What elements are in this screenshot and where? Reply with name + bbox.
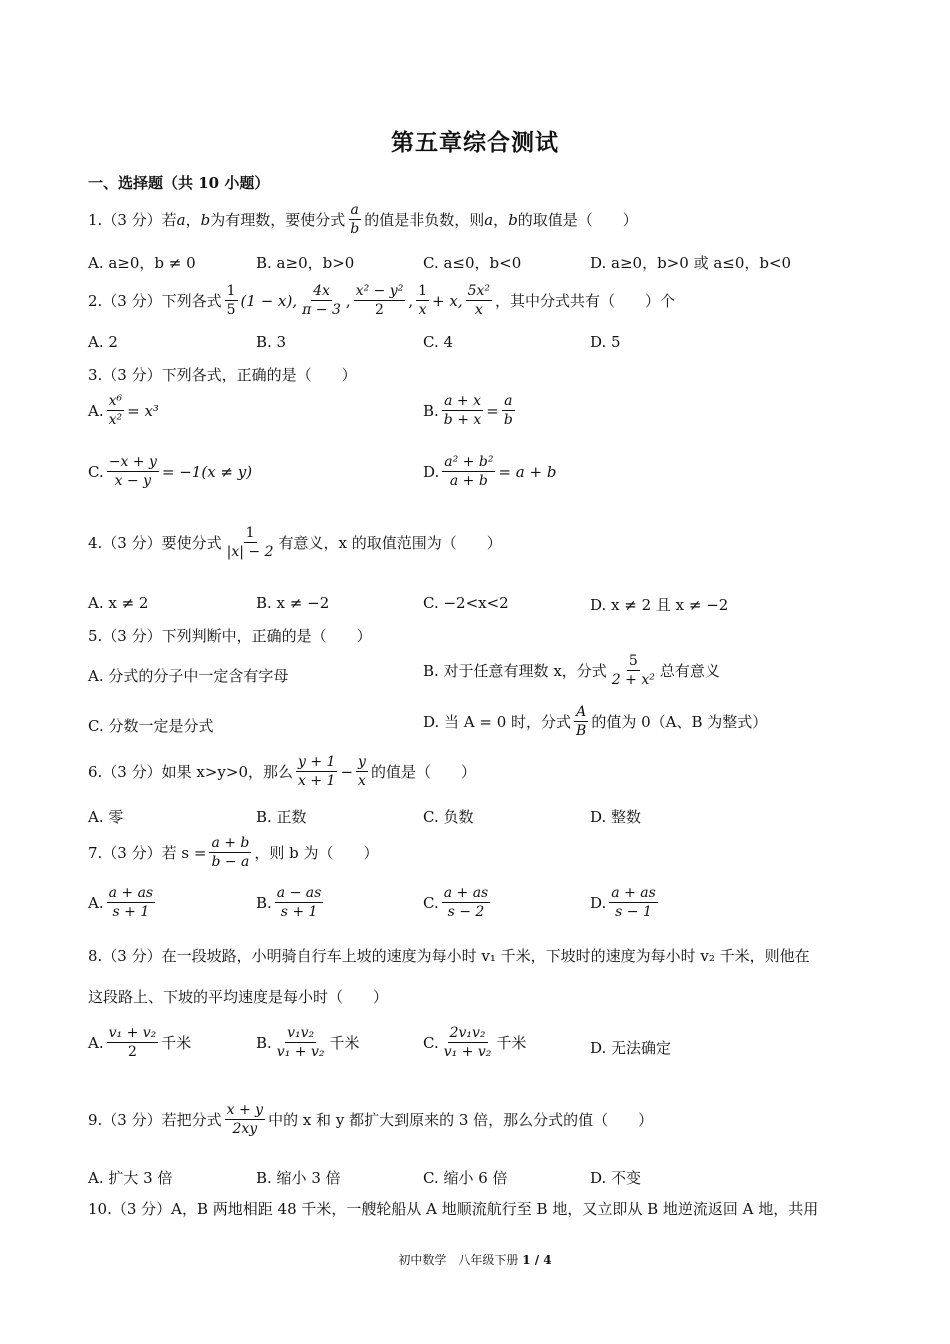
question-10-line-1: 10.（3 分）A，B 两地相距 48 千米，一艘轮船从 A 地顺流航行至 B 地，又立即从 B 地逆流返回 A 地，共用 (88, 1200, 819, 1218)
denominator: 5 (226, 302, 236, 319)
numerator: −x + y (107, 454, 159, 472)
q2-fraction-5 (466, 283, 492, 318)
q6-option-c[interactable]: C. 负数 (423, 808, 474, 826)
question-1 (88, 202, 638, 237)
q1-var-a2: a (484, 210, 494, 229)
numerator: a + as (107, 885, 156, 903)
q8-option-b[interactable] (256, 1025, 360, 1060)
q3-b-fraction (442, 393, 484, 428)
q9-option-d[interactable]: D. 不变 (590, 1169, 642, 1187)
q5-option-d[interactable] (423, 704, 767, 739)
q4-text-end: 有意义，x 的取值范围为（ ） (278, 534, 502, 553)
q2-comma: , (345, 291, 351, 310)
q5-option-b[interactable] (423, 653, 720, 688)
q1-score: （3 分） (102, 211, 162, 230)
minus: − (340, 762, 354, 781)
q3-option-a[interactable] (88, 393, 159, 428)
denominator: b (503, 412, 513, 429)
denominator: x (418, 302, 427, 319)
option-label: D. (590, 893, 607, 912)
q2-option-c[interactable]: C. 4 (423, 333, 454, 351)
option-text: D. 当 A = 0 时，分式 (423, 713, 572, 732)
q1-comma2: ， (493, 211, 509, 230)
unit: 千米 (329, 1034, 360, 1053)
denominator: 2xy (232, 1121, 258, 1138)
q8-a-fraction (107, 1025, 159, 1060)
q5-option-c[interactable]: C. 分数一定是分式 (88, 717, 214, 735)
numerator: v₁ + v₂ (107, 1025, 159, 1043)
q5-b-fraction (610, 653, 657, 688)
numerator: 1 (225, 283, 238, 301)
q8-c-fraction (442, 1025, 494, 1060)
q4-text: 4.（3 分）要使分式 (88, 534, 222, 553)
denominator: s + 1 (280, 904, 318, 921)
numerator: 2v₁v₂ (448, 1025, 488, 1043)
q3-a-rhs: = x³ (127, 401, 159, 420)
q9-option-a[interactable]: A. 扩大 3 倍 (88, 1169, 173, 1187)
denominator: x (474, 302, 483, 319)
q3-d-rhs: = a + b (498, 462, 557, 481)
question-5: 5.（3 分）下列判断中，正确的是（ ） (88, 627, 372, 645)
q9-option-b[interactable]: B. 缩小 3 倍 (256, 1169, 341, 1187)
q1-text: 若 (161, 211, 177, 230)
q1-option-c[interactable]: C. a≤0，b<0 (423, 254, 522, 272)
q2-option-a[interactable]: A. 2 (88, 333, 118, 351)
numerator: a (502, 393, 514, 411)
denominator: v₁ + v₂ (443, 1044, 492, 1061)
numerator: v₁v₂ (285, 1025, 316, 1043)
question-8-line-2: 这段路上、下坡的平均速度是每小时（ ） (88, 988, 389, 1006)
q1-number: 1. (88, 210, 103, 229)
equals: = (486, 401, 499, 420)
q6-option-b[interactable]: B. 正数 (256, 808, 307, 826)
numerator: a (349, 202, 361, 220)
q3-option-c[interactable] (88, 454, 252, 489)
q3-c-fraction (107, 454, 159, 489)
option-label: C. (423, 893, 439, 912)
q2-option-d[interactable]: D. 5 (590, 333, 621, 351)
q2-text: 2.（3 分）下列各式 (88, 292, 222, 311)
option-label: A. (88, 893, 104, 912)
q7-text: 7.（3 分）若 s = (88, 844, 207, 863)
q2-term-1: (1 − x), (240, 291, 298, 310)
unit: 千米 (161, 1034, 192, 1053)
q1-option-a[interactable]: A. a≥0，b ≠ 0 (88, 254, 196, 272)
q9-option-c[interactable]: C. 缩小 6 倍 (423, 1169, 508, 1187)
q3-d-fraction (442, 454, 495, 489)
q6-fraction-1 (296, 754, 337, 789)
q1-var-a: a (176, 210, 186, 229)
option-label: B. (423, 401, 439, 420)
denominator: v₁ + v₂ (276, 1044, 325, 1061)
question-2 (88, 283, 675, 318)
option-label: B. (256, 893, 272, 912)
question-9 (88, 1102, 653, 1137)
q1-comma: ， (185, 211, 201, 230)
option-label: A. (88, 401, 104, 420)
q1-text-mid: 为有理数，要使分式 (210, 211, 346, 230)
denominator: 2 (127, 1044, 137, 1061)
q9-fraction (225, 1102, 265, 1137)
q6-option-d[interactable]: D. 整数 (590, 808, 642, 826)
option-label: D. (423, 462, 440, 481)
page-title: 第五章综合测试 (391, 129, 559, 156)
q1-option-d[interactable]: D. a≥0，b>0 或 a≤0，b<0 (590, 254, 792, 272)
q3-option-d[interactable] (423, 454, 556, 489)
q2-fraction-4 (416, 283, 429, 318)
page-number: 1 / 4 (522, 1253, 552, 1267)
q7-option-d[interactable] (590, 885, 661, 920)
q6-fraction-2 (356, 754, 368, 789)
q7-option-b[interactable] (256, 885, 326, 920)
q7-c-fraction (442, 885, 491, 920)
q7-fraction (209, 835, 251, 870)
denominator: |x| − 2 (226, 544, 274, 561)
option-text-post: 总有意义 (659, 662, 720, 681)
q2-fraction-3 (354, 283, 406, 318)
q8-option-d[interactable]: D. 无法确定 (590, 1039, 672, 1057)
option-label: A. (88, 1033, 104, 1052)
option-label: B. (256, 1033, 272, 1052)
q8-option-c[interactable] (423, 1025, 526, 1060)
q5-d-fraction (574, 704, 588, 739)
denominator: 2 (375, 302, 384, 319)
numerator: y + 1 (296, 754, 337, 772)
q1-text-end: 的取值是（ ） (517, 211, 638, 230)
denominator: s + 1 (112, 904, 150, 921)
q3-option-b[interactable] (423, 393, 518, 428)
denominator: x (358, 773, 366, 790)
denominator: b + x (443, 412, 482, 429)
denominator: B (576, 723, 587, 740)
denominator: x + 1 (298, 773, 336, 790)
q1-option-b[interactable]: B. a≥0，b>0 (256, 254, 355, 272)
page-footer (0, 1251, 950, 1268)
q1-fraction (348, 202, 361, 237)
q3-a-fraction (107, 393, 125, 428)
q1-text-post: 的值是非负数，则 (364, 211, 485, 230)
denominator: a + b (449, 473, 488, 490)
q7-text-end: ，则 b 为（ ） (254, 844, 379, 863)
footer-text: 初中数学 八年级下册 (398, 1253, 519, 1267)
q4-option-b[interactable]: B. x ≠ −2 (256, 594, 330, 612)
denominator: π − 3 (302, 302, 341, 319)
q6-text-end: 的值是（ ） (370, 763, 476, 782)
q2-fraction-2 (300, 283, 343, 318)
denominator: s − 2 (447, 904, 485, 921)
q7-option-a[interactable] (88, 885, 158, 920)
q1-var-b: b (200, 210, 211, 229)
denominator: 2 + x² (611, 672, 655, 689)
numerator: a − as (275, 885, 324, 903)
numerator: 5 (627, 653, 640, 671)
numerator: 1 (416, 283, 429, 301)
option-label: C. (423, 1033, 439, 1052)
q2-fraction-1 (225, 283, 238, 318)
numerator: y (356, 754, 368, 772)
numerator: A (574, 704, 588, 722)
numerator: 4x (311, 283, 332, 301)
numerator: x + y (225, 1102, 265, 1120)
q2-option-b[interactable]: B. 3 (256, 333, 287, 351)
q7-option-c[interactable] (423, 885, 493, 920)
numerator: a + as (442, 885, 491, 903)
q9-text: 9.（3 分）若把分式 (88, 1111, 222, 1130)
q4-option-d[interactable]: D. x ≠ 2 且 x ≠ −2 (590, 596, 729, 614)
q1-var-b2: b (508, 210, 518, 229)
denominator: b (350, 221, 360, 238)
q2-term-4: + x, (432, 291, 463, 310)
numerator: a² + b² (442, 454, 495, 472)
q9-text-end: 中的 x 和 y 都扩大到原来的 3 倍，那么分式的值（ ） (268, 1111, 654, 1130)
q7-d-fraction (609, 885, 658, 920)
q6-text: 6.（3 分）如果 x>y>0，那么 (88, 763, 294, 782)
numerator: a + x (442, 393, 483, 411)
q2-text-end: ，其中分式共有（ ）个 (495, 292, 676, 311)
q5-option-a[interactable]: A. 分式的分子中一定含有字母 (88, 667, 289, 685)
question-6 (88, 754, 476, 789)
question-3: 3.（3 分）下列各式，正确的是（ ） (88, 366, 357, 384)
unit: 千米 (496, 1034, 527, 1053)
q6-option-a[interactable]: A. 零 (88, 808, 124, 826)
option-text: B. 对于任意有理数 x，分式 (423, 662, 607, 681)
q2-comma: , (408, 291, 414, 310)
numerator: 5x² (466, 283, 492, 301)
section-heading: 一、选择题（共 10 小题） (88, 174, 270, 192)
numerator: a + as (609, 885, 658, 903)
denominator: b − a (211, 854, 250, 871)
q4-option-c[interactable]: C. −2<x<2 (423, 594, 509, 612)
q3-c-rhs: = −1(x ≠ y) (161, 462, 253, 481)
question-7 (88, 835, 379, 870)
q8-b-fraction (275, 1025, 327, 1060)
q4-option-a[interactable]: A. x ≠ 2 (88, 594, 149, 612)
q7-a-fraction (107, 885, 156, 920)
numerator: 1 (244, 525, 257, 543)
q4-fraction (225, 525, 276, 560)
q8-option-a[interactable] (88, 1025, 191, 1060)
option-label: C. (88, 462, 104, 481)
denominator: x − y (114, 473, 152, 490)
numerator: x⁶ (107, 393, 125, 411)
option-text-post: 的值为 0（A、B 为整式） (591, 713, 768, 732)
denominator: s − 1 (615, 904, 652, 921)
question-4 (88, 525, 502, 560)
q7-b-fraction (275, 885, 324, 920)
numerator: x² − y² (354, 283, 406, 301)
q3-b-fraction-2 (502, 393, 515, 428)
numerator: a + b (209, 835, 251, 853)
question-8-line-1: 8.（3 分）在一段坡路，小明骑自行车上坡的速度为每小时 v₁ 千米，下坡时的速度为每小时 v₂ 千米，则他在 (88, 947, 810, 965)
denominator: x² (108, 412, 123, 429)
